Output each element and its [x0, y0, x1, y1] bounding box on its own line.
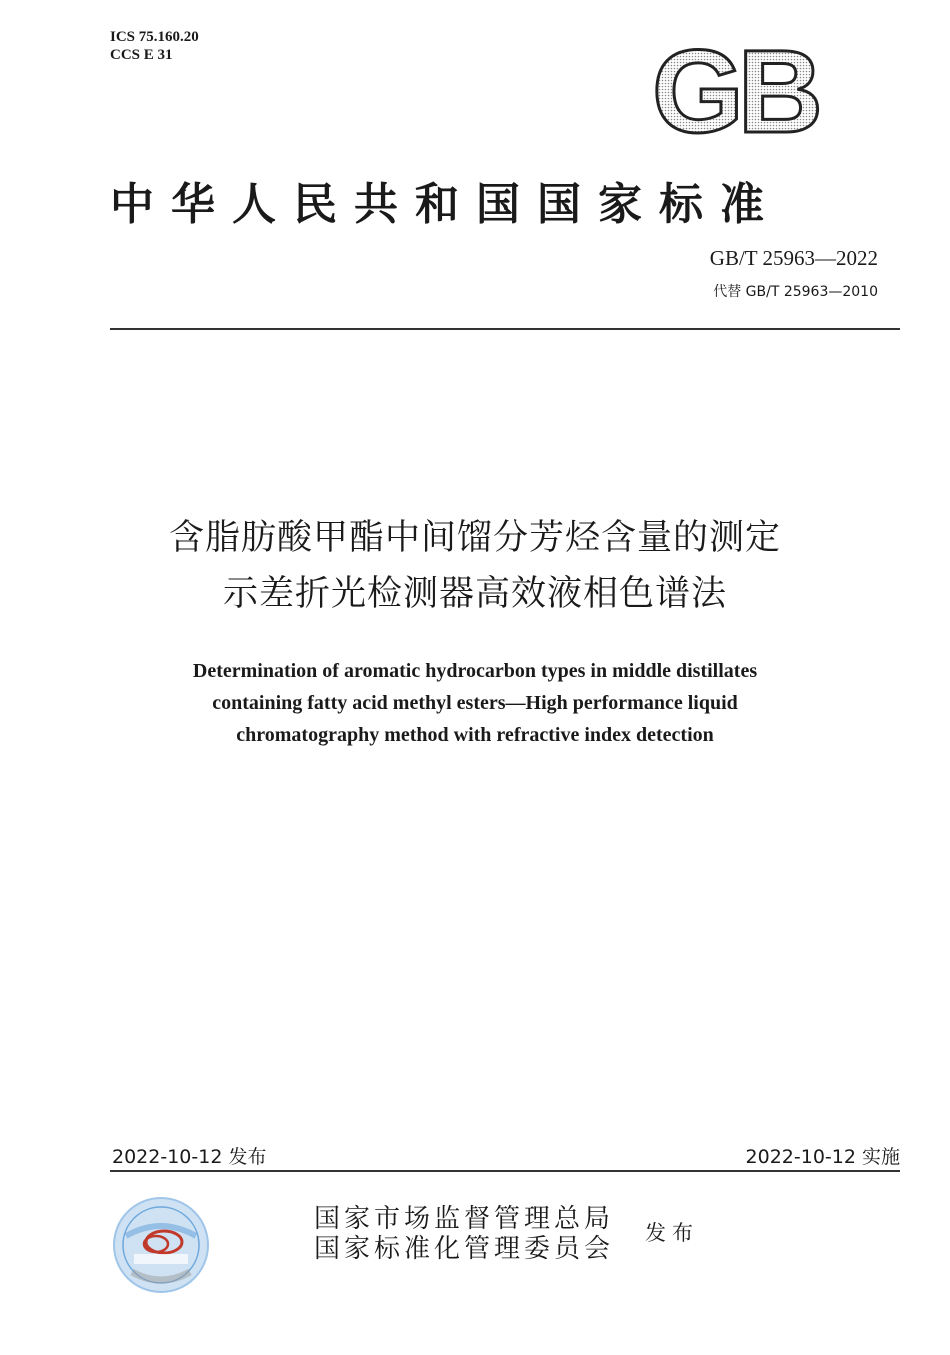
bottom-divider [110, 1170, 900, 1172]
gb-logo-icon [652, 40, 847, 138]
english-title-line-1: Determination of aromatic hydrocarbon types in middle distillates [192, 660, 758, 682]
english-title-line-3: chromatography method with refractive index detection [236, 724, 714, 746]
classification-codes [110, 28, 199, 64]
issue-label: 发布 [645, 1221, 699, 1245]
issuing-authorities [314, 1204, 614, 1264]
chinese-title-line-2: 示差折光检测器高效液相色谱法 [222, 574, 727, 614]
replaces-standard: 代替 GB/T 25963—2010 [713, 284, 878, 300]
ccs-code: CCS E 31 [110, 47, 173, 63]
gb-logo-text: GB [652, 40, 817, 138]
issue-date: 2022-10-12 发布 [112, 1146, 267, 1168]
standard-number: GB/T 25963—2022 [709, 246, 878, 270]
chinese-title-line-1: 含脂肪酸甲酯中间馏分芳烃含量的测定 [168, 518, 781, 558]
ics-code: ICS 75.160.20 [110, 29, 199, 45]
issuer-sac: 国家标准化管理委员会 [314, 1234, 615, 1264]
anti-counterfeit-seal-icon [112, 1196, 210, 1294]
top-divider [110, 328, 900, 330]
implementation-date: 2022-10-12 实施 [745, 1146, 900, 1168]
issuer-samr: 国家市场监督管理总局 [314, 1204, 615, 1234]
chinese-title [60, 510, 890, 622]
national-standard-title: 中华人民共和国国家标准 [110, 179, 781, 230]
english-title-line-2: containing fatty acid methyl esters—High performance liquid [212, 692, 738, 714]
english-title [80, 655, 870, 751]
